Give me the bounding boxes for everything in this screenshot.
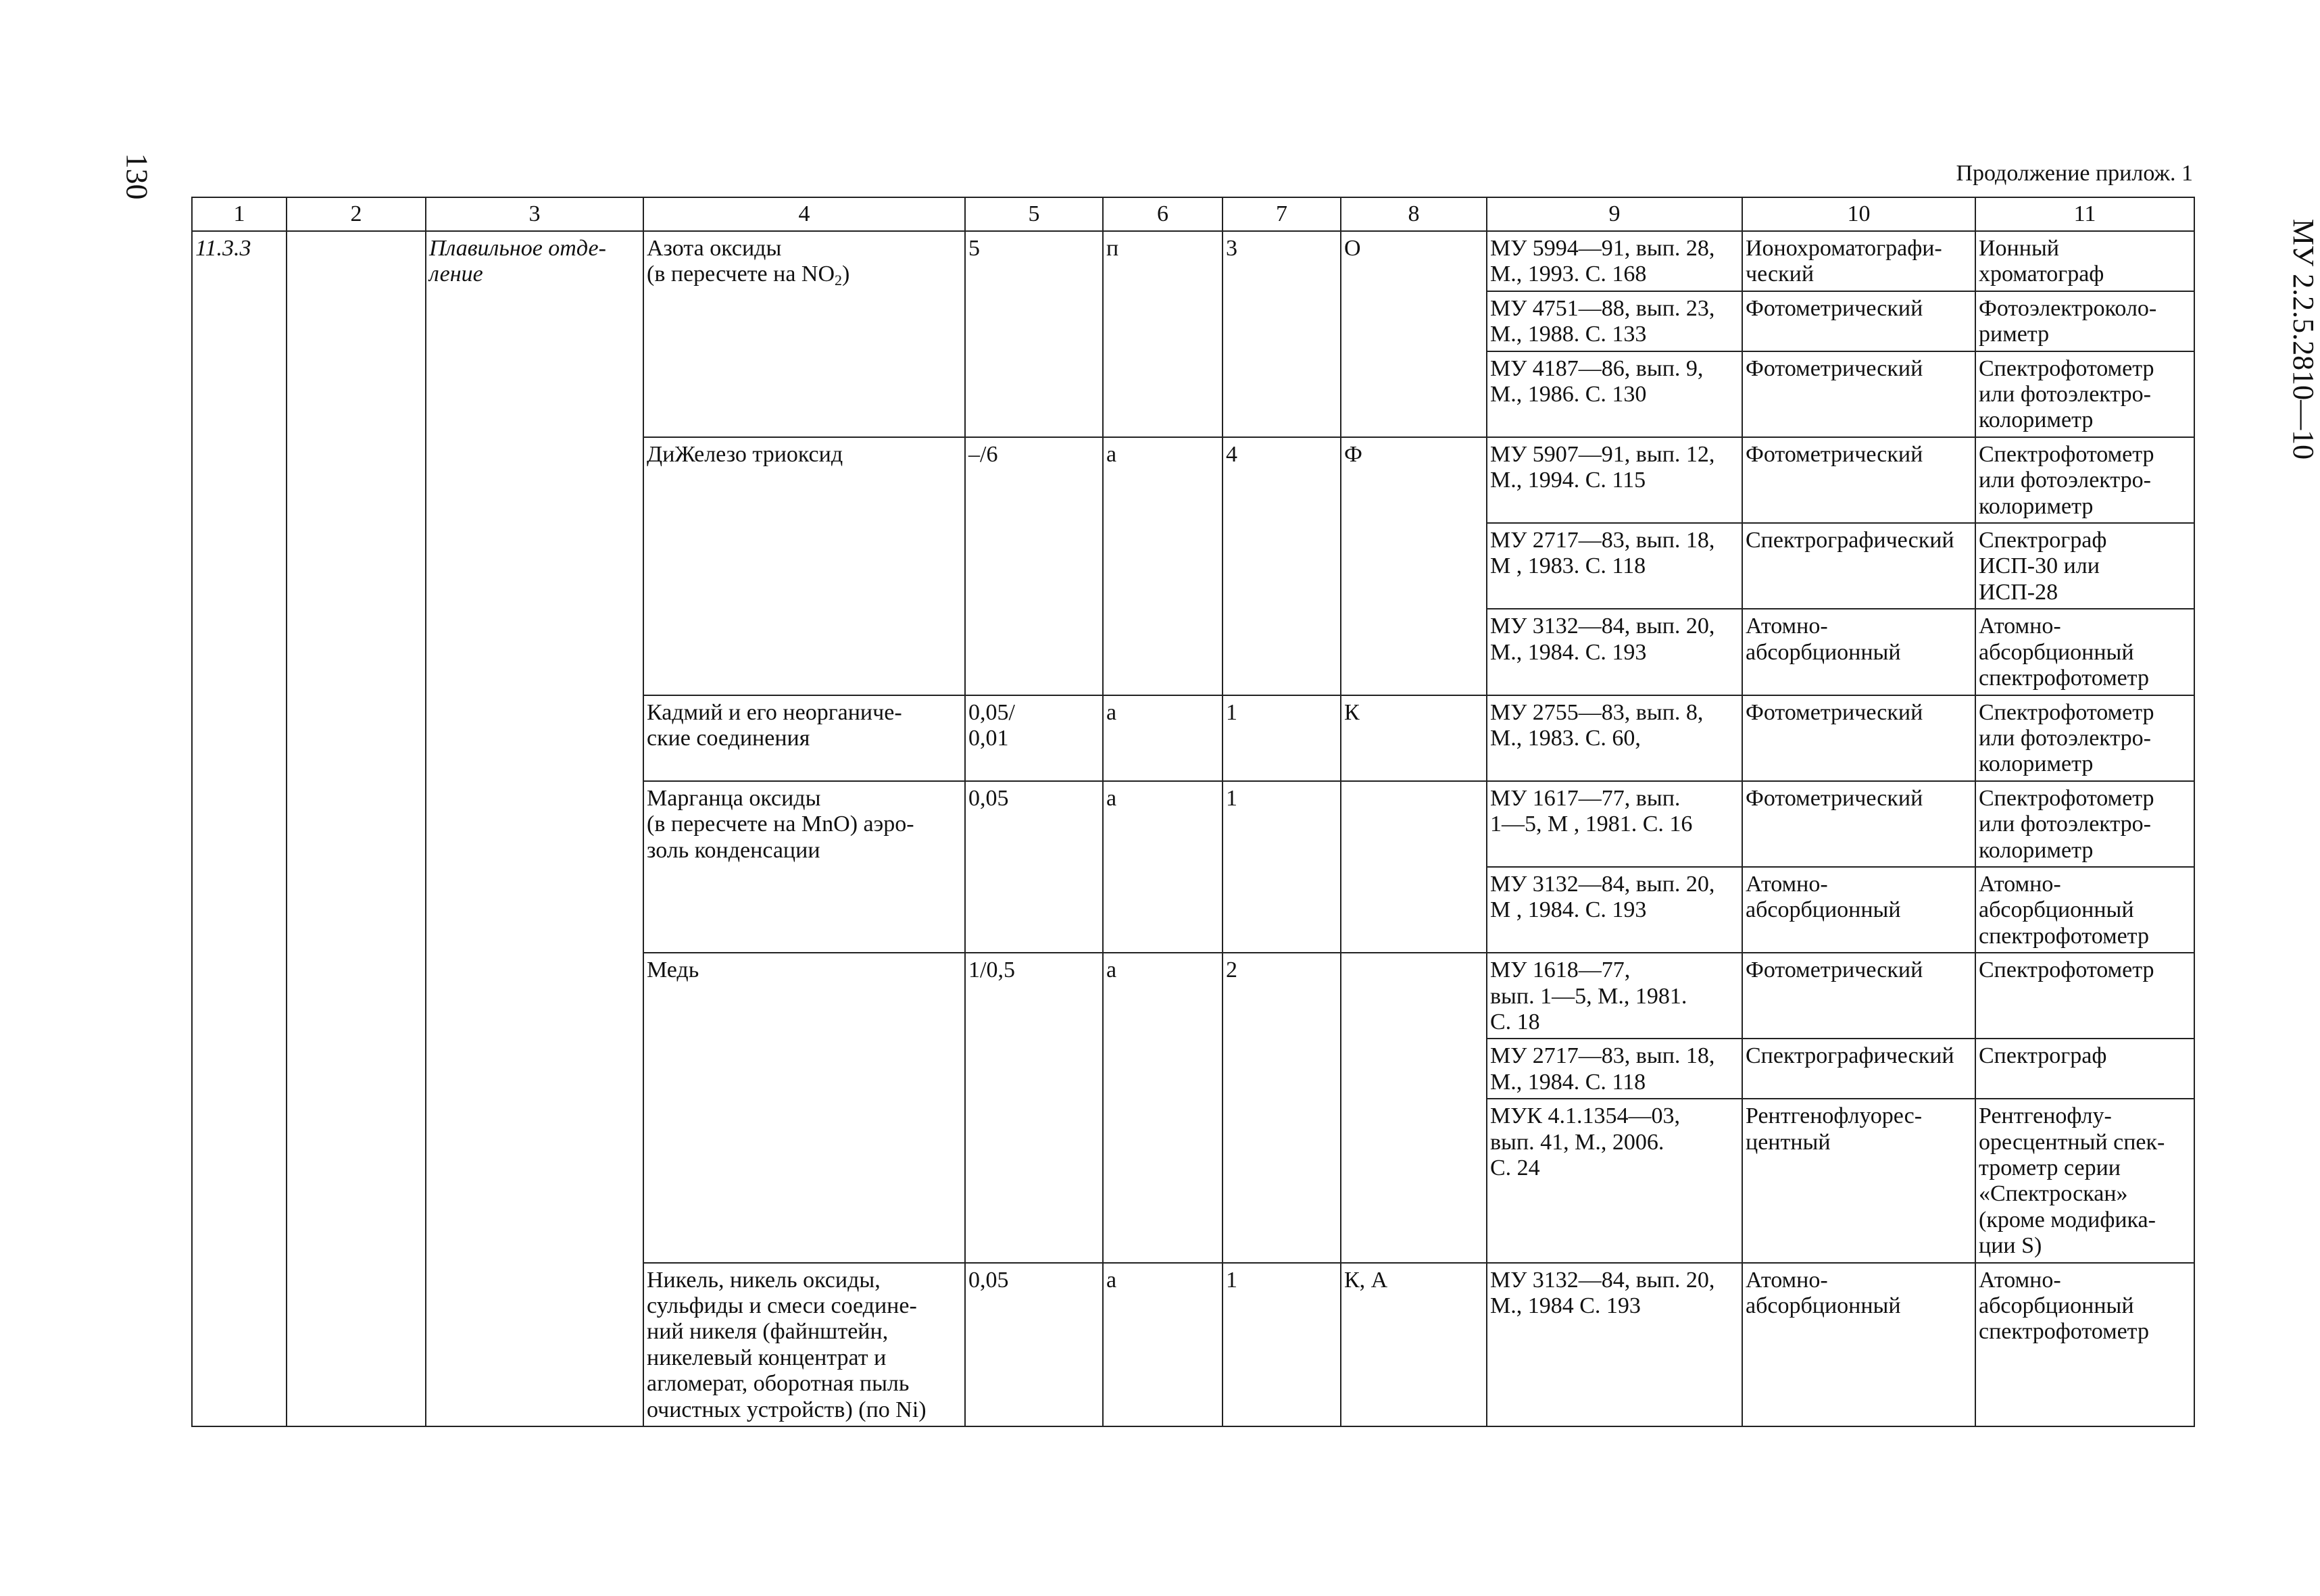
method-document-cell: МУ 4187—86, вып. 9, М., 1986. С. 130 xyxy=(1487,351,1742,437)
state-cell: а xyxy=(1103,437,1223,695)
method-name-cell: Фотометрический xyxy=(1742,781,1975,867)
header-cell: 5 xyxy=(965,197,1103,231)
header-cell: 4 xyxy=(643,197,965,231)
method-name-cell: Фотометрический xyxy=(1742,953,1975,1039)
header-cell: 11 xyxy=(1975,197,2194,231)
header-cell: 9 xyxy=(1487,197,1742,231)
substance-name-cell: Азота оксиды (в пересчете на $NO_2$) xyxy=(643,231,965,437)
table-body xyxy=(192,231,2194,1426)
method-document-cell: МУ 2717—83, вып. 18, М , 1983. С. 118 xyxy=(1487,523,1742,609)
device-cell: Спектрофотометр или фотоэлектро- колориметр xyxy=(1975,781,2194,867)
substance-name-cell: Никель, никель оксиды, сульфиды и смеси соедине- ний никеля (файнштейн, никелевый концентрат и агломерат, оборотная пыль очистных устройств) (по Ni) xyxy=(643,1263,965,1426)
blank-cell xyxy=(287,231,426,1426)
feature-cell xyxy=(1341,781,1487,953)
method-document-cell: МУ 2717—83, вып. 18, М., 1984. С. 118 xyxy=(1487,1039,1742,1099)
device-cell: Спектрограф xyxy=(1975,1039,2194,1099)
state-cell: а xyxy=(1103,781,1223,953)
device-cell: Атомно- абсорбционный спектрофотометр xyxy=(1975,609,2194,695)
pdk-cell: –/6 xyxy=(965,437,1103,695)
method-document-cell: МУ 1618—77, вып. 1—5, М., 1981. С. 18 xyxy=(1487,953,1742,1039)
pdk-cell: 0,05 xyxy=(965,781,1103,953)
continuation-note: Продолжение прилож. 1 xyxy=(1956,161,2193,186)
hazard-class-cell: 1 xyxy=(1223,1263,1341,1426)
header-cell: 3 xyxy=(426,197,643,231)
hazard-class-cell: 1 xyxy=(1223,781,1341,953)
method-name-cell: Фотометрический xyxy=(1742,351,1975,437)
method-name-cell: Фотометрический xyxy=(1742,695,1975,781)
state-cell: п xyxy=(1103,231,1223,437)
document-code: МУ 2.2.5.2810—10 xyxy=(2287,218,2320,460)
hazard-class-cell: 4 xyxy=(1223,437,1341,695)
section-code-cell: 11.3.3 xyxy=(192,231,287,1426)
page-number: 130 xyxy=(120,153,155,200)
pdk-cell: 0,05/ 0,01 xyxy=(965,695,1103,781)
methods-table xyxy=(191,197,2195,1427)
header-cell: 1 xyxy=(192,197,287,231)
method-document-cell: МУК 4.1.1354—03, вып. 41, М., 2006. С. 24 xyxy=(1487,1099,1742,1262)
table-row xyxy=(192,231,2194,291)
method-name-cell: Фотометрический xyxy=(1742,291,1975,351)
device-cell: Ионный хроматограф xyxy=(1975,231,2194,291)
header-cell: 2 xyxy=(287,197,426,231)
method-name-cell: Фотометрический xyxy=(1742,437,1975,523)
method-document-cell: МУ 5907—91, вып. 12, М., 1994. С. 115 xyxy=(1487,437,1742,523)
workshop-cell: Плавильное отде- ление xyxy=(426,231,643,1426)
feature-cell: К xyxy=(1341,695,1487,781)
state-cell: а xyxy=(1103,1263,1223,1426)
feature-cell: Ф xyxy=(1341,437,1487,695)
hazard-class-cell: 2 xyxy=(1223,953,1341,1262)
method-document-cell: МУ 3132—84, вып. 20, М., 1984. С. 193 xyxy=(1487,609,1742,695)
device-cell: Спектрофотометр или фотоэлектро- колориметр xyxy=(1975,437,2194,523)
device-cell: Атомно- абсорбционный спектрофотометр xyxy=(1975,1263,2194,1426)
hazard-class-cell: 1 xyxy=(1223,695,1341,781)
method-name-cell: Атомно- абсорбционный xyxy=(1742,867,1975,953)
device-cell: Спектрофотометр или фотоэлектро- колориметр xyxy=(1975,695,2194,781)
device-cell: Спектрофотометр xyxy=(1975,953,2194,1039)
method-document-cell: МУ 3132—84, вып. 20, М , 1984. С. 193 xyxy=(1487,867,1742,953)
method-name-cell: Атомно- абсорбционный xyxy=(1742,609,1975,695)
header-cell: 7 xyxy=(1223,197,1341,231)
header-cell: 6 xyxy=(1103,197,1223,231)
device-cell: Атомно- абсорбционный спектрофотометр xyxy=(1975,867,2194,953)
pdk-cell: 1/0,5 xyxy=(965,953,1103,1262)
device-cell: Спектрофотометр или фотоэлектро- колориметр xyxy=(1975,351,2194,437)
device-cell: Спектрограф ИСП-30 или ИСП-28 xyxy=(1975,523,2194,609)
subscript: 2 xyxy=(835,272,843,289)
pdk-cell: 5 xyxy=(965,231,1103,437)
method-document-cell: МУ 3132—84, вып. 20, М., 1984 С. 193 xyxy=(1487,1263,1742,1426)
device-cell: Рентгенофлу- оресцентный спек- трометр серии «Спектроскан» (кроме модифика- ции S) xyxy=(1975,1099,2194,1262)
substance-name-cell: Медь xyxy=(643,953,965,1262)
device-cell: Фотоэлектроколо- риметр xyxy=(1975,291,2194,351)
feature-cell: К, А xyxy=(1341,1263,1487,1426)
method-document-cell: МУ 5994—91, вып. 28, М., 1993. С. 168 xyxy=(1487,231,1742,291)
method-document-cell: МУ 1617—77, вып. 1—5, М , 1981. С. 16 xyxy=(1487,781,1742,867)
state-cell: а xyxy=(1103,953,1223,1262)
header-cell: 10 xyxy=(1742,197,1975,231)
method-name-cell: Спектрографический xyxy=(1742,1039,1975,1099)
method-name-cell: Ионохроматографи- ческий xyxy=(1742,231,1975,291)
substance-name-cell: Кадмий и его неорганиче- ские соединения xyxy=(643,695,965,781)
substance-name-cell: Марганца оксиды (в пересчете на MnO) аэро- золь конденсации xyxy=(643,781,965,953)
substance-name-cell: ДиЖелезо триоксид xyxy=(643,437,965,695)
hazard-class-cell: 3 xyxy=(1223,231,1341,437)
state-cell: а xyxy=(1103,695,1223,781)
pdk-cell: 0,05 xyxy=(965,1263,1103,1426)
method-document-cell: МУ 4751—88, вып. 23, М., 1988. С. 133 xyxy=(1487,291,1742,351)
header-cell: 8 xyxy=(1341,197,1487,231)
header-row xyxy=(192,197,2194,231)
method-document-cell: МУ 2755—83, вып. 8, М., 1983. С. 60, xyxy=(1487,695,1742,781)
method-name-cell: Атомно- абсорбционный xyxy=(1742,1263,1975,1426)
feature-cell: О xyxy=(1341,231,1487,437)
method-name-cell: Спектрографический xyxy=(1742,523,1975,609)
method-name-cell: Рентгенофлуорес- центный xyxy=(1742,1099,1975,1262)
feature-cell xyxy=(1341,953,1487,1262)
